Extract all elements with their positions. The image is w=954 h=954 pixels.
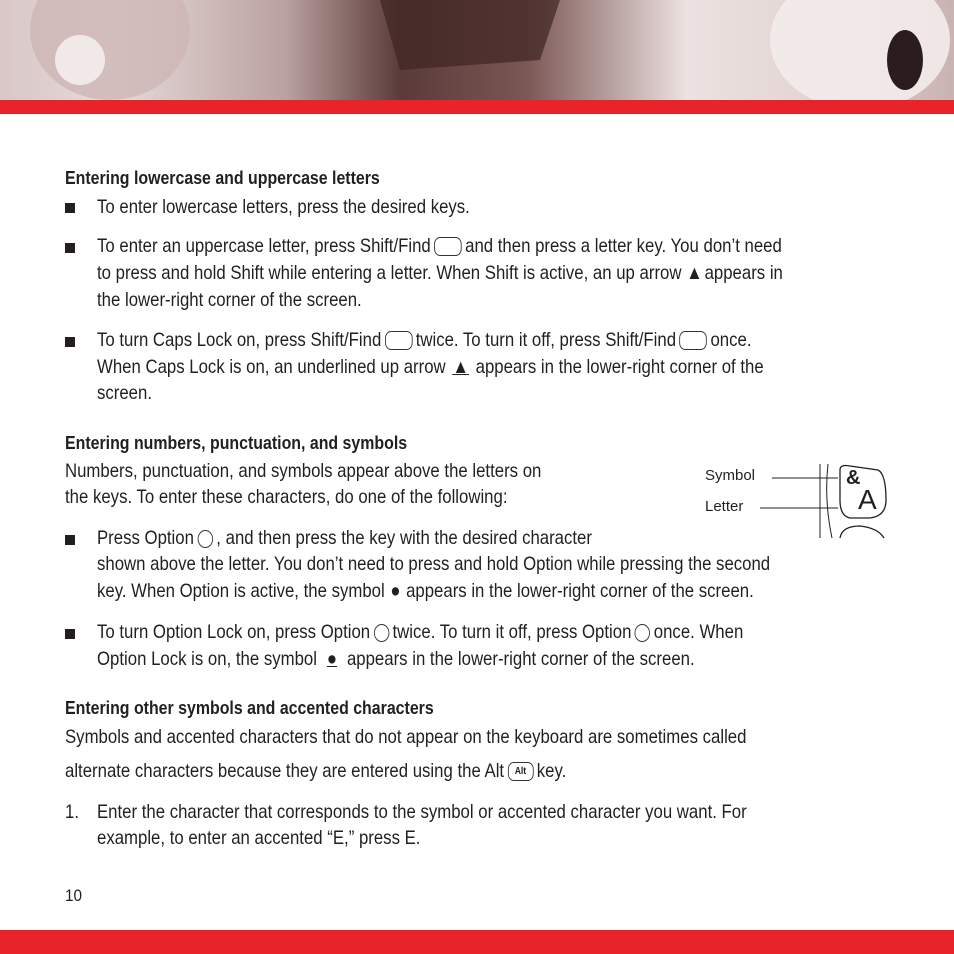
intro-text <box>65 758 566 784</box>
alt-key-icon: Alt <box>508 762 534 781</box>
shift-find-key-icon <box>680 331 708 350</box>
step-number: 1. <box>65 801 79 823</box>
up-arrow-icon: ▲ <box>686 262 703 284</box>
step-text: example, to enter an accented “E,” press E. <box>97 827 421 849</box>
option-active-dot-icon: ● <box>390 580 401 602</box>
heading-numbers-punctuation-symbols: Entering numbers, punctuation, and symbols <box>65 432 408 453</box>
header-photo-illustration <box>0 0 954 100</box>
intro-text: Symbols and accented characters that do not appear on the keyboard are sometimes called <box>65 726 747 748</box>
shift-find-key-icon <box>385 331 413 350</box>
text-fragment: To turn Caps Lock on, press Shift/Find <box>97 329 382 351</box>
underlined-dot-icon: ● <box>326 648 338 670</box>
text-fragment: appears in the lower-right corner of the screen. <box>406 580 754 602</box>
top-accent-bar <box>0 100 954 114</box>
text-fragment: appears in the lower-right corner of the screen. <box>346 648 695 670</box>
bullet-text <box>97 233 782 259</box>
text-fragment: appears in <box>704 262 783 284</box>
text-fragment: once. <box>710 329 752 351</box>
diagram-symbol-label: Symbol <box>705 467 756 484</box>
bullet-marker <box>65 535 75 545</box>
text-fragment: key. When Option is active, the symbol <box>97 580 385 602</box>
bullet-text <box>97 260 783 286</box>
text-fragment: To enter an uppercase letter, press Shift/Find <box>97 235 431 257</box>
bullet-text: To enter lowercase letters, press the desired keys. <box>97 196 470 218</box>
text-fragment: and then press a letter key. You don’t need <box>465 235 782 257</box>
bullet-text <box>97 354 764 380</box>
underlined-up-arrow-icon: ▲ <box>452 356 469 378</box>
page-number: 10 <box>65 886 83 905</box>
text-fragment: once. When <box>653 621 744 643</box>
heading-lowercase-uppercase: Entering lowercase and uppercase letters <box>65 167 380 188</box>
step-text: Enter the character that corresponds to the symbol or accented character you want. For <box>97 801 747 823</box>
bullet-marker <box>65 337 75 347</box>
text-fragment: Press Option <box>97 527 194 549</box>
text-fragment: , and then press the key with the desired character <box>216 527 592 549</box>
bullet-text <box>97 619 743 645</box>
option-key-icon <box>197 530 212 548</box>
text-fragment: twice. To turn it off, press Option <box>392 621 632 643</box>
header-photo <box>0 0 954 100</box>
text-fragment: twice. To turn it off, press Shift/Find <box>415 329 677 351</box>
bullet-text <box>97 525 592 551</box>
intro-text: the keys. To enter these characters, do one of the following: <box>65 486 508 508</box>
diagram-letter-char: A <box>858 484 877 515</box>
bullet-marker <box>65 243 75 253</box>
text-fragment: appears in the lower-right corner of the <box>475 356 764 378</box>
text-fragment: to press and hold Shift while entering a letter. When Shift is active, an up arrow <box>97 262 682 284</box>
option-key-icon <box>635 624 650 642</box>
bullet-text: shown above the letter. You don’t need to press and hold Option while pressing the second <box>97 553 771 575</box>
bullet-text: screen. <box>97 382 152 404</box>
bullet-text <box>97 327 751 353</box>
text-fragment: key. <box>536 760 567 782</box>
bottom-accent-bar <box>0 930 954 954</box>
text-fragment: Option Lock is on, the symbol <box>97 648 317 670</box>
bullet-text <box>97 646 695 672</box>
diagram-letter-label: Letter <box>705 498 744 515</box>
option-key-icon <box>374 624 389 642</box>
heading-other-symbols: Entering other symbols and accented characters <box>65 697 434 718</box>
bullet-text <box>97 578 754 604</box>
shift-find-key-icon <box>434 237 462 256</box>
text-fragment: alternate characters because they are entered using the Alt <box>65 760 505 782</box>
bullet-marker <box>65 203 75 213</box>
diagram-symbol-char: & <box>846 467 861 489</box>
bullet-text: the lower-right corner of the screen. <box>97 289 362 311</box>
intro-text: Numbers, punctuation, and symbols appear above the letters on <box>65 460 542 482</box>
text-fragment: To turn Option Lock on, press Option <box>97 621 371 643</box>
bullet-marker <box>65 629 75 639</box>
text-fragment: When Caps Lock is on, an underlined up arrow <box>97 356 446 378</box>
